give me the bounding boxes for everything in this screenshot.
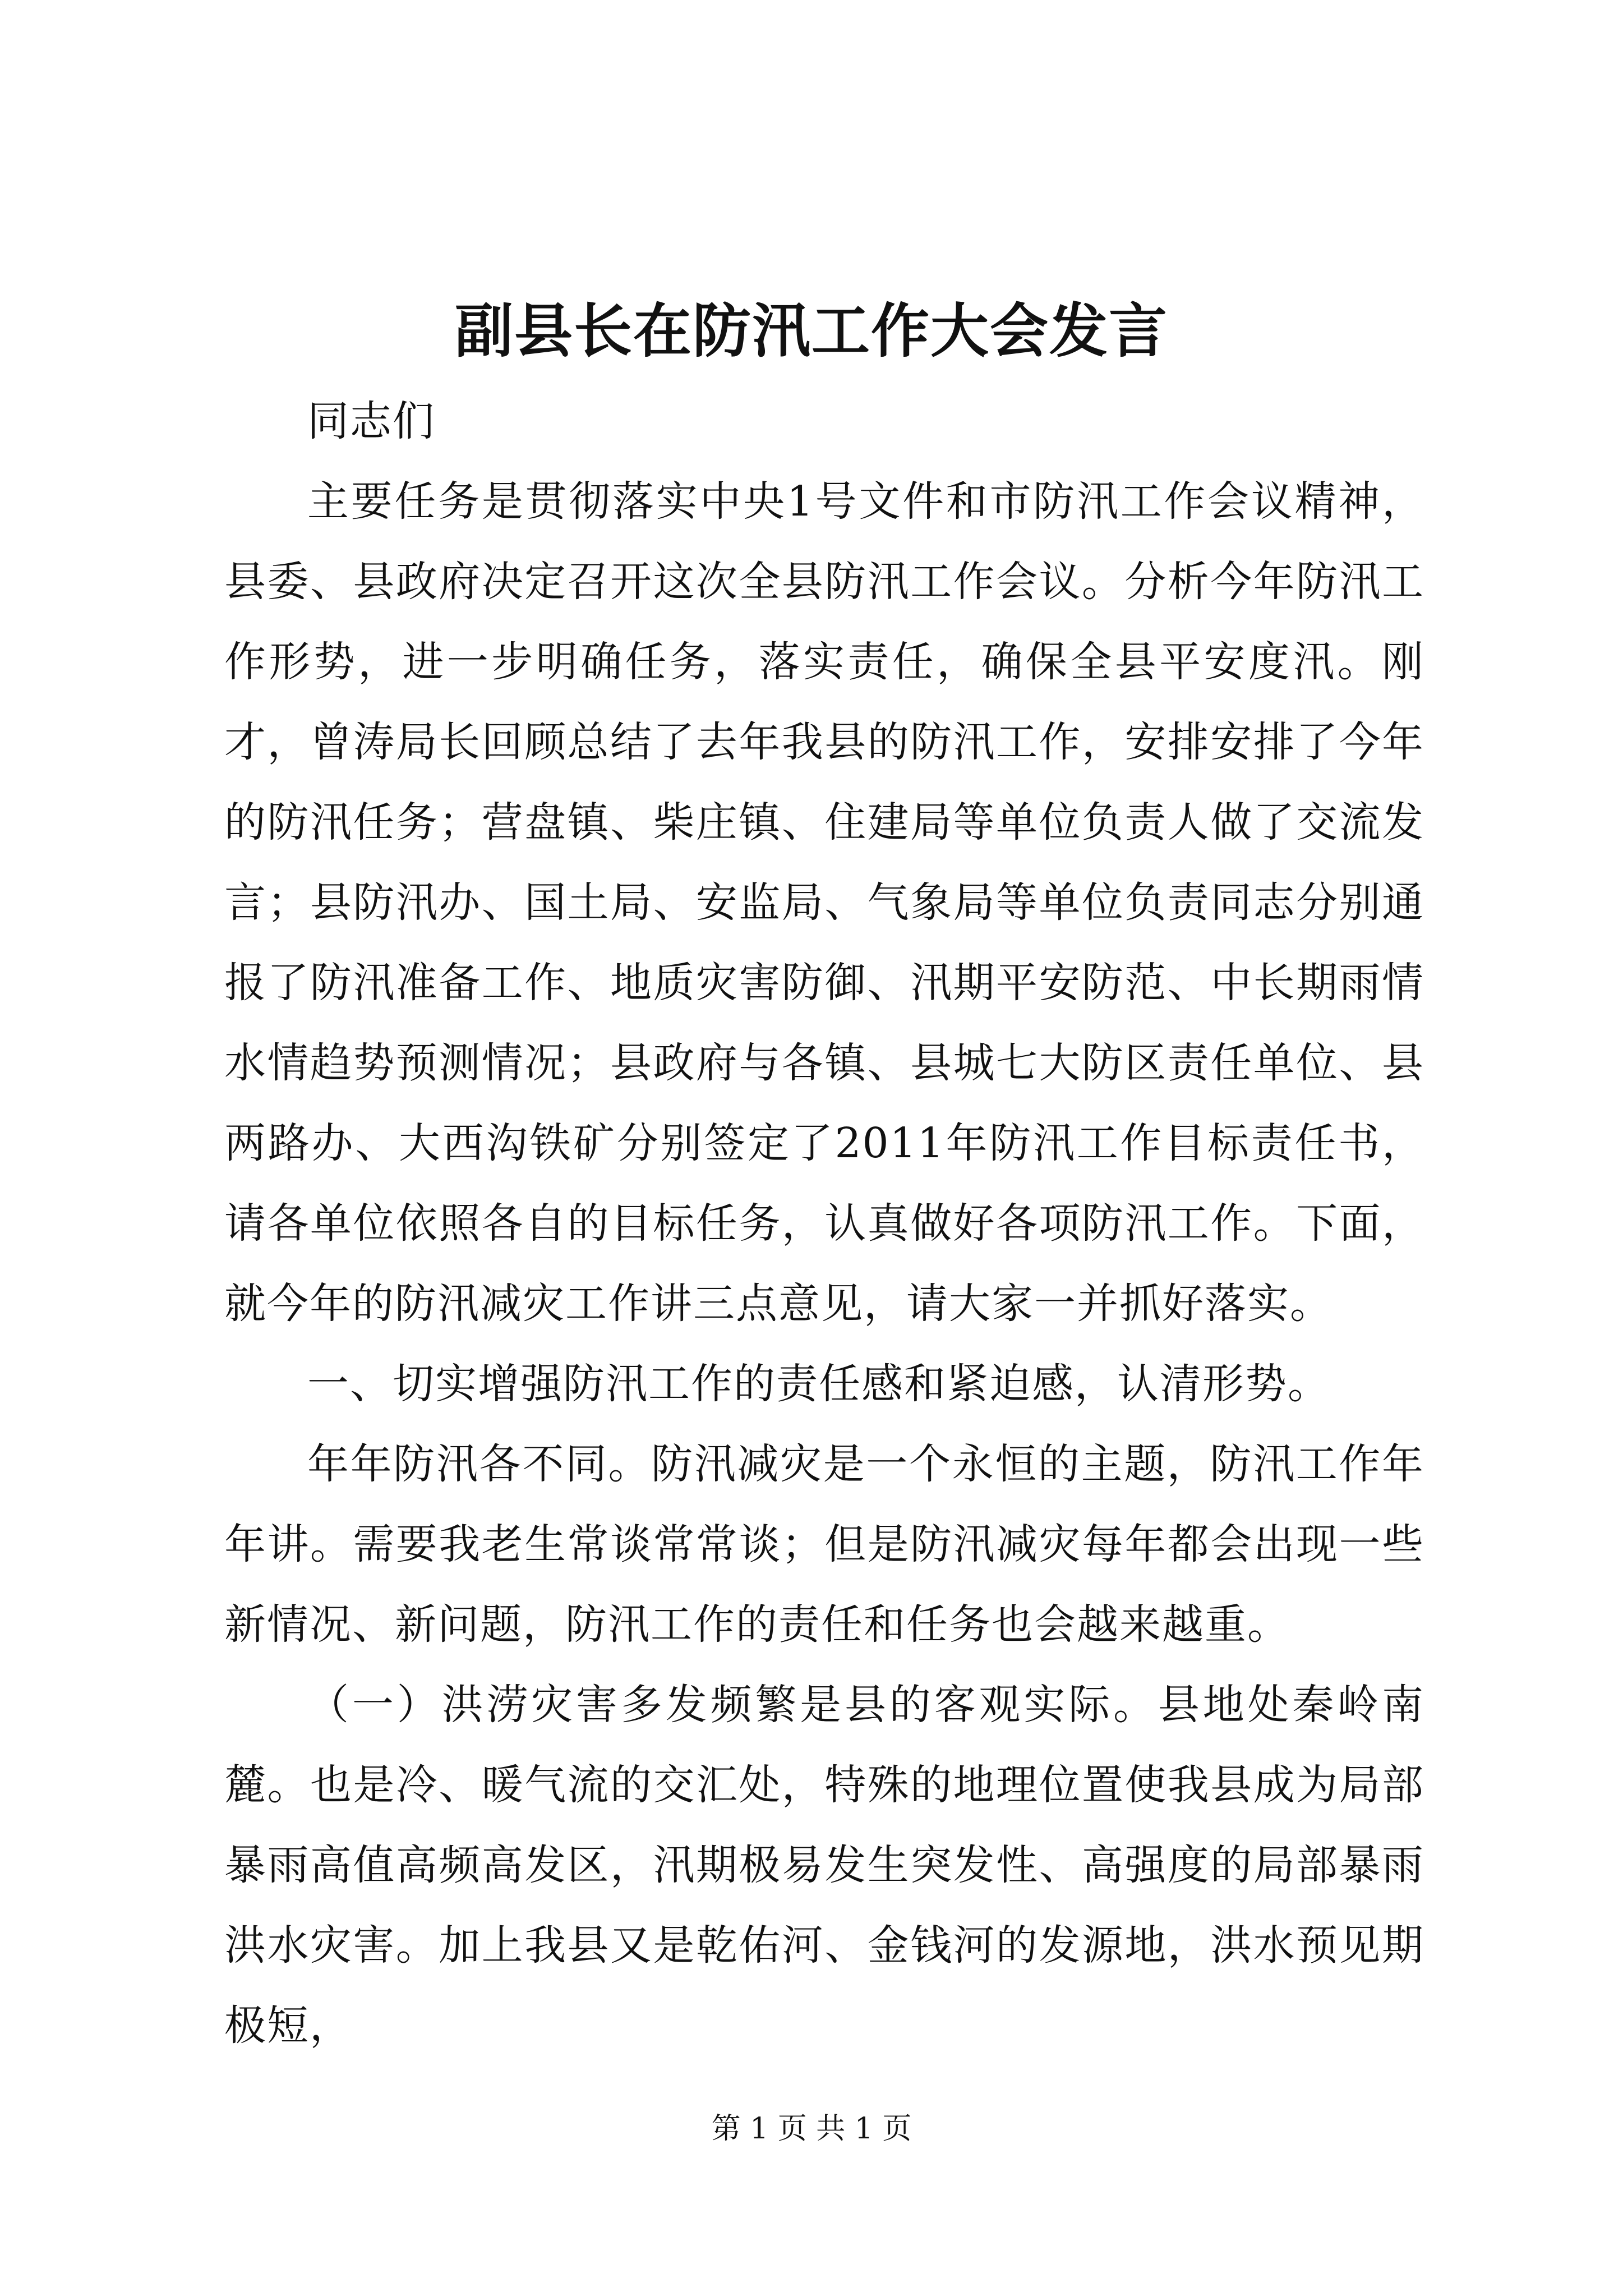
salutation: 同志们 [307, 397, 435, 445]
paragraph: 主要任务是贯彻落实中央1号文件和市防汛工作会议精神，县委、县政府决定召开这次全县防汛工作会议。分析今年防汛工作形势，进一步明确任务，落实责任，确保全县平安度汛。刚才，曾涛局长回顾总结了去年我县的防汛工作，安排安排了今年的防汛任务；营盘镇、柴庄镇、住建局等单位负责人做了交流发言；县防汛办、国土局、安监局、气象局等单位负责同志分别通报了防汛准备工作、地质灾害防御、汛期平安防范、中长期雨情水情趋势预测情况；县政府与各镇、县城七大防区责任单位、县两路办、大西沟铁矿分别签定了2011年防汛工作目标责任书，请各单位依照各自的目标任务，认真做好各项防汛工作。下面，就今年的防汛减灾工作讲三点意见，请大家一并抓好落实。 [224, 477, 1424, 1328]
section-heading: 一、切实增强防汛工作的责任感和紧迫感，认清形势。 [307, 1360, 1330, 1408]
page-footer: 第 1 页 共 1 页 [711, 2112, 912, 2146]
paragraph: （一）洪涝灾害多发频繁是县的客观实际。县地处秦岭南麓。也是冷、暖气流的交汇处，特殊的地理位置使我县成为局部暴雨高值高频高发区，汛期极易发生突发性、高强度的局部暴雨洪水灾害。加上我县又是乾佑河、金钱河的发源地，洪水预见期极短， [224, 1681, 1424, 2050]
document-body [224, 381, 1424, 2066]
document-title: 副县长在防汛工作大会发言 [454, 296, 1168, 365]
paragraph: 年年防汛各不同。防汛减灾是一个永恒的主题，防汛工作年年讲。需要我老生常谈常常谈；但是防汛减灾每年都会出现一些新情况、新问题，防汛工作的责任和任务也会越来越重。 [224, 1440, 1424, 1649]
